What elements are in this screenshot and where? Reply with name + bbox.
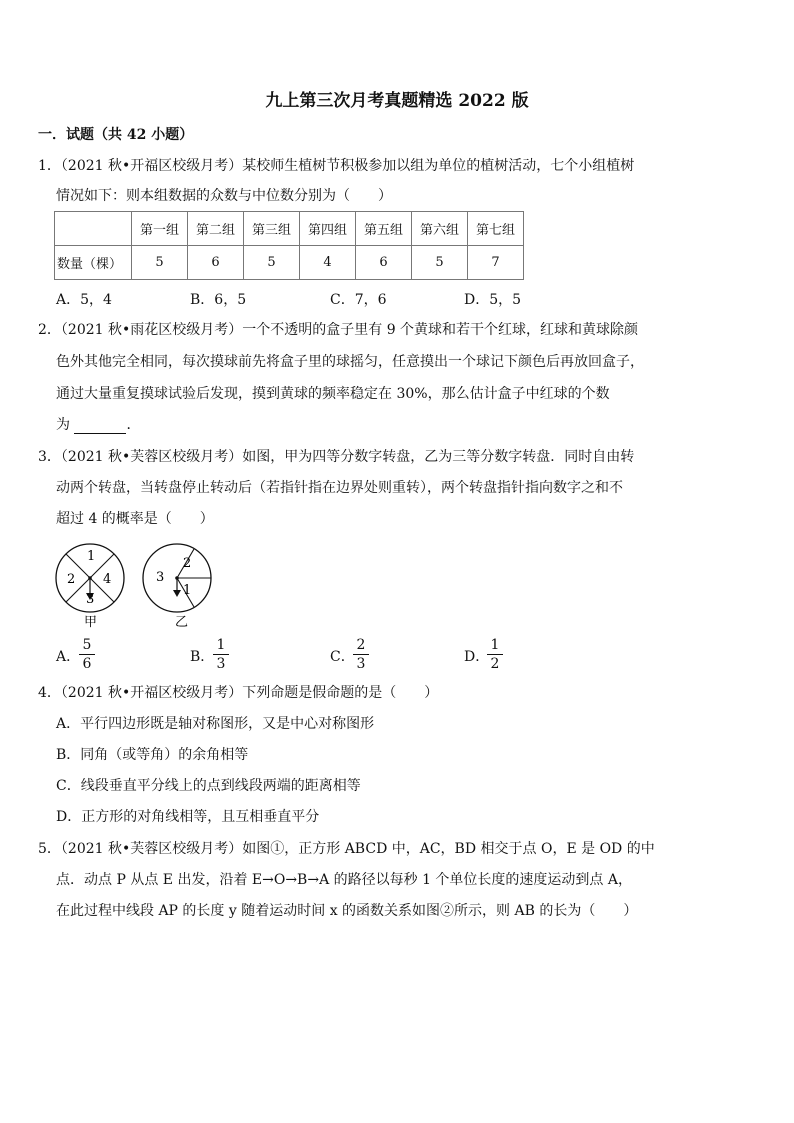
- q3-option-a-fraction: [79, 637, 95, 672]
- fraction-bar: [79, 654, 95, 655]
- spinner-a-number: 4: [103, 572, 112, 587]
- q3-line1: 3．（2021 秋•芙蓉区校级月考）如图，甲为四等分数字转盘，乙为三等分数字转盘．同时自由转: [38, 449, 635, 465]
- fraction-denominator: 2: [490, 656, 500, 672]
- q2-line2: 色外其他完全相同，每次摸球前先将盒子里的球摇匀，任意摸出一个球记下颜色后再放回盒子，: [56, 354, 644, 370]
- fraction-numerator: 5: [82, 637, 92, 653]
- table-header-cell: 第三组: [244, 212, 300, 246]
- table-cell: 4: [300, 246, 356, 280]
- q3-option-d-letter: D．: [464, 649, 490, 665]
- spinner-b-number: 1: [183, 583, 192, 598]
- q3-option-b-fraction: [213, 637, 229, 672]
- q3-option-c-fraction: [353, 637, 369, 672]
- q1-option-c: C．7，6: [330, 292, 387, 308]
- q3-option-d-fraction: [487, 637, 503, 672]
- q3-option-c-letter: C．: [330, 649, 355, 665]
- q5-line3: 在此过程中线段 AP 的长度 y 随着运动时间 x 的函数关系如图②所示，则 AB 的长为（ ）: [56, 903, 638, 919]
- q5-line2: 点．动点 P 从点 E 出发，沿着 E→O→B→A 的路径以每秒 1 个单位长度的速度运动到点 A，: [56, 872, 632, 888]
- q2-line4-prefix: 为: [56, 417, 70, 433]
- spinner-a: [56, 544, 124, 630]
- page-title: 九上第三次月考真题精选 2022 版: [265, 91, 529, 111]
- section-heading: 一．试题（共 42 小题）: [38, 127, 194, 143]
- fraction-bar: [487, 654, 503, 655]
- q4-option-d: D．正方形的对角线相等，且互相垂直平分: [56, 809, 320, 825]
- q1-data-table: [54, 211, 524, 280]
- spinner-b-number: 3: [156, 570, 165, 585]
- table-cell: 6: [188, 246, 244, 280]
- q1-option-b: B．6，5: [190, 292, 247, 308]
- q2-line4-suffix: ．: [126, 417, 141, 433]
- fraction-denominator: 3: [216, 656, 226, 672]
- table-header-cell: [55, 212, 132, 246]
- spinner-a-number: 3: [86, 592, 95, 607]
- table-cell: 6: [356, 246, 412, 280]
- q1-line2: 情况如下：则本组数据的众数与中位数分别为（ ）: [56, 188, 392, 204]
- fraction-numerator: 1: [490, 637, 500, 653]
- q1-option-a: A．5，4: [56, 292, 112, 308]
- table-header-cell: 第七组: [468, 212, 524, 246]
- fraction-bar: [353, 654, 369, 655]
- q1-line1: 1．（2021 秋•开福区校级月考）某校师生植树节积极参加以组为单位的植树活动，七个小组植树: [38, 158, 635, 174]
- table-cell: 5: [244, 246, 300, 280]
- table-row: [55, 246, 524, 280]
- spinner-a-label: 甲: [84, 615, 98, 630]
- q1-option-d: D．5，5: [464, 292, 522, 308]
- spinner-b-label: 乙: [175, 615, 189, 630]
- q4-line1: 4．（2021 秋•开福区校级月考）下列命题是假命题的是（ ）: [38, 685, 439, 701]
- answer-blank: [74, 419, 126, 434]
- fraction-denominator: 3: [356, 656, 366, 672]
- spinner-b-number: 2: [183, 556, 192, 571]
- table-row-label: 数量（棵）: [55, 246, 132, 280]
- fraction-denominator: 6: [82, 656, 92, 672]
- q2-line4: [56, 416, 140, 434]
- q2-line3: 通过大量重复摸球试验后发现，摸到黄球的频率稳定在 30%，那么估计盒子中红球的个数: [56, 386, 610, 402]
- fraction-numerator: 1: [216, 637, 226, 653]
- q3-line3: 超过 4 的概率是（ ）: [56, 511, 214, 527]
- table-header-cell: 第五组: [356, 212, 412, 246]
- spinner-figure: [50, 540, 220, 630]
- q4-option-a: A．平行四边形既是轴对称图形，又是中心对称图形: [56, 716, 375, 732]
- table-header-cell: 第二组: [188, 212, 244, 246]
- table-header-cell: 第四组: [300, 212, 356, 246]
- table-cell: 7: [468, 246, 524, 280]
- q3-option-b-letter: B．: [190, 649, 215, 665]
- spinner-b: [143, 544, 211, 630]
- spinner-a-number: 1: [87, 549, 96, 564]
- fraction-numerator: 2: [356, 637, 366, 653]
- q5-line1: 5．（2021 秋•芙蓉区校级月考）如图①，正方形 ABCD 中，AC，BD 相交于点 O，E 是 OD 的中: [38, 841, 655, 857]
- table-header-cell: 第六组: [412, 212, 468, 246]
- table-header-cell: 第一组: [132, 212, 188, 246]
- table-cell: 5: [132, 246, 188, 280]
- q2-line1: 2．（2021 秋•雨花区校级月考）一个不透明的盒子里有 9 个黄球和若干个红球，红球和黄球除颜: [38, 322, 639, 338]
- q3-line2: 动两个转盘，当转盘停止转动后（若指针指在边界处则重转），两个转盘指针指向数字之和不: [56, 480, 623, 496]
- q3-option-a-letter: A．: [56, 649, 81, 665]
- spinner-a-number: 2: [67, 572, 76, 587]
- fraction-bar: [213, 654, 229, 655]
- q4-option-b: B．同角（或等角）的余角相等: [56, 747, 249, 763]
- table-cell: 5: [412, 246, 468, 280]
- q4-option-c: C．线段垂直平分线上的点到线段两端的距离相等: [56, 778, 361, 794]
- table-header-row: [55, 212, 524, 246]
